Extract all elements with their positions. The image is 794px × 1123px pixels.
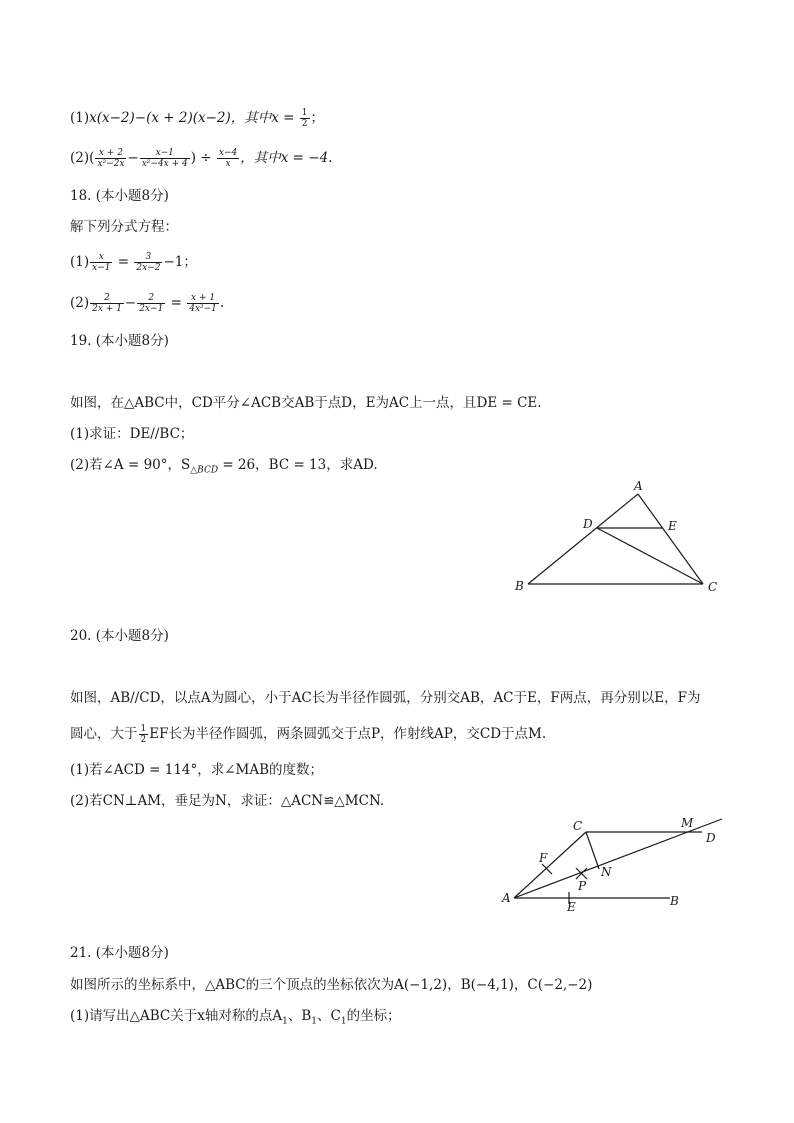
segment-ba — [528, 494, 638, 584]
frac-num: 3 — [134, 252, 162, 263]
q20-part2: (2)若CN⊥AM，垂足为N，求证：△ACN≌△MCN. — [70, 793, 385, 809]
q17-p1-half — [300, 108, 310, 129]
q20-part1: (1)若∠ACD = 114°，求∠MAB的度数； — [70, 762, 324, 778]
q21-header: 21. (本小题8分) — [70, 945, 169, 961]
frac-den: 4x²−1 — [189, 304, 217, 314]
q18-p1-frac2 — [134, 252, 162, 273]
frac-den: 2 — [301, 119, 308, 129]
frac-num: x — [90, 252, 112, 263]
label-c: C — [573, 819, 583, 833]
label-c: C — [708, 580, 718, 594]
frac-num: 2 — [137, 293, 165, 304]
q19-p2-a: (2)若∠A = 90°，S — [70, 457, 191, 473]
q20-intro-line2 — [70, 724, 546, 745]
q19-part2 — [70, 455, 378, 481]
q18-p2-frac2 — [137, 293, 165, 314]
q18-p2-frac3 — [187, 293, 219, 314]
segment-cn — [586, 832, 599, 869]
label-a: A — [634, 479, 643, 493]
minus-sign: − — [127, 150, 139, 166]
q19-p2-sub: △BCD — [190, 465, 219, 476]
segment-dc — [597, 528, 703, 584]
frac-den: x−1 — [92, 263, 111, 273]
frac-num: x + 2 — [95, 148, 126, 159]
label-p: P — [578, 879, 587, 893]
frac-den: x²−4x + 4 — [141, 159, 188, 169]
frac-den: 2 — [140, 735, 147, 745]
q17-p1-expr: x(x−2)−(x + 2)(x−2)，其中x = — [89, 110, 299, 126]
q18-p2-head: (2) — [70, 295, 90, 311]
q18-p2-frac1 — [90, 293, 124, 314]
q17-p1-head: (1) — [70, 110, 90, 126]
equals-sign: = — [113, 254, 134, 270]
q21-p1-d: 的坐标； — [346, 1008, 401, 1024]
q17-part1 — [70, 108, 324, 129]
frac-num: x + 1 — [187, 293, 219, 304]
label-d: D — [583, 517, 593, 531]
q21-p1-b: 、B — [287, 1008, 312, 1024]
divide-sign: ) ÷ — [190, 150, 216, 166]
q18-p1-frac1 — [90, 252, 112, 273]
q18-part1 — [70, 252, 197, 273]
q17-p2-head: (2)( — [70, 150, 95, 166]
frac-den: x²−2x — [97, 159, 125, 169]
q19-intro: 如图，在△ABC中，CD平分∠ACB交AB于点D，E为AC上一点，且DE = CE. — [70, 395, 542, 411]
q17-part2 — [70, 148, 332, 169]
frac-num: x−4 — [218, 148, 238, 158]
q21-p1-c: 、C — [317, 1008, 341, 1024]
q19-part1: (1)求证：DE//BC； — [70, 426, 194, 442]
segment-ac — [638, 494, 703, 584]
q18-part2 — [70, 293, 224, 314]
frac-den: 2x−1 — [139, 304, 164, 314]
q21-intro: 如图所示的坐标系中，△ABC的三个顶点的坐标依次为A(−1,2)，B(−4,1)，C(−2,−2) — [70, 977, 593, 993]
q18-p2-end: . — [219, 295, 225, 311]
frac-den: x — [225, 159, 231, 169]
frac-den: 2x−2 — [136, 263, 161, 273]
q21-sub-a1: 1 — [282, 1016, 288, 1027]
q17-p1-end: ； — [310, 110, 325, 126]
frac-num: 1 — [301, 108, 308, 118]
frac-num: 2 — [90, 293, 124, 304]
frac-num: x−1 — [140, 148, 190, 159]
frac-num: 1 — [140, 724, 147, 734]
label-b: B — [515, 579, 524, 593]
segment-ac — [514, 832, 586, 898]
q17-p2-frac3 — [217, 148, 239, 169]
q21-sub-b1: 1 — [311, 1016, 318, 1027]
label-b: B — [670, 894, 679, 908]
label-m: M — [681, 816, 694, 830]
q18-p1-end: −1； — [163, 254, 197, 270]
q19-p2-b: = 26，BC = 13，求AD. — [218, 457, 378, 473]
parallel-lines-figure — [500, 812, 730, 912]
label-a: A — [502, 891, 511, 905]
label-e: E — [567, 900, 576, 912]
label-e: E — [668, 519, 677, 533]
q17-p2-frac2 — [140, 148, 190, 169]
q21-sub-c1: 1 — [340, 1016, 347, 1027]
q20-intro2-a: 圆心，大于 — [70, 726, 138, 742]
frac-den: 2x + 1 — [92, 304, 122, 314]
q20-header: 20. (本小题8分) — [70, 628, 169, 644]
q20-intro2-b: EF长为半径作圆弧，两条圆弧交于点P，作射线AP，交CD于点M. — [149, 726, 547, 742]
minus-sign: − — [124, 295, 137, 311]
triangle-abc-figure — [505, 476, 730, 601]
q20-half — [139, 724, 149, 745]
equals-sign: = — [166, 295, 187, 311]
label-n: N — [601, 865, 612, 879]
q20-intro-line1: 如图，AB//CD，以点A为圆心，小于AC长为半径作圆弧，分别交AB，AC于E，F两点，再分别以E，F为 — [70, 690, 701, 706]
q17-p2-frac1 — [95, 148, 126, 169]
q17-p2-end: ，其中x = −4. — [240, 150, 333, 166]
label-f: F — [539, 851, 548, 865]
label-d: D — [706, 831, 716, 845]
arc-mark-f — [542, 864, 552, 874]
q21-p1-a: (1)请写出△ABC关于x轴对称的点A — [70, 1008, 283, 1024]
q18-header: 18. (本小题8分) — [70, 188, 169, 204]
q21-part1 — [70, 1006, 401, 1032]
q19-header: 19. (本小题8分) — [70, 333, 169, 349]
q18-intro: 解下列分式方程： — [70, 219, 178, 235]
q18-p1-head: (1) — [70, 254, 90, 270]
